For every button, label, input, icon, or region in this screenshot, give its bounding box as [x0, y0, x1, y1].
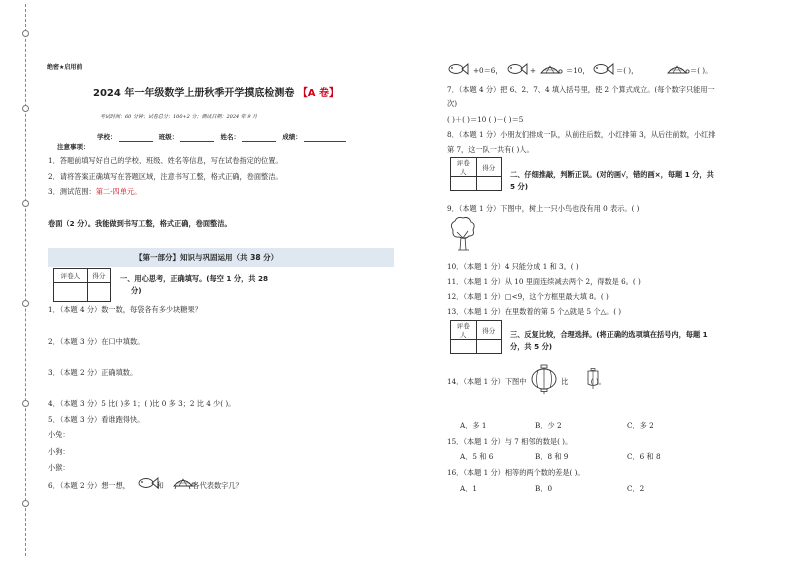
score-header: 得分 — [476, 158, 502, 177]
q16-option-a[interactable]: A．1 — [460, 484, 477, 493]
turtle-icon — [538, 62, 562, 77]
section3-score-box — [450, 320, 502, 354]
question-2: 2．（本题 3 分）在口中填数。 — [48, 337, 145, 346]
turtle-icon — [665, 62, 689, 77]
question-13: 13．（本题 1 分）在里数着的第 5 个△就是 5 个△。( ) — [447, 307, 622, 316]
note-item-1: 1．答题前填写好自己的学校、班级、姓名等信息，写在试卷指定的位置。 — [48, 156, 283, 165]
animal-dog-label: 小狗： — [48, 447, 70, 456]
binding-hole-icon — [22, 300, 29, 307]
part1-score-box — [53, 268, 111, 302]
equation-part-3: ＝10， — [566, 66, 590, 75]
question-12: 12．（本题 1 分）□<9，这个方框里最大填 8。( ) — [447, 292, 609, 301]
fish-icon — [137, 476, 159, 490]
q14-option-c[interactable]: C．多 2 — [627, 421, 654, 430]
binding-hole-icon — [22, 30, 29, 37]
question-7-cont: 次) — [447, 99, 457, 108]
question-4: 4．（本题 3 分）5 比( )多 1；( )比 0 多 3；2 比 4 少( )。 — [48, 399, 236, 408]
animal-rabbit-label: 小兔： — [48, 430, 70, 439]
test-scope: 第二-四单元。 — [95, 187, 142, 196]
grader-cell[interactable] — [54, 283, 88, 302]
q15-option-a[interactable]: A．5 和 6 — [460, 452, 494, 461]
question-16: 16．（本题 1 分）相等的两个数的差是( )。 — [447, 468, 585, 477]
question-3: 3．（本题 2 分）正确填数。 — [48, 368, 138, 377]
small-lantern-icon — [586, 368, 600, 390]
grader-header: 评卷 人 — [451, 158, 477, 177]
secret-label: 绝密★启用前 — [47, 64, 83, 71]
q15-option-b[interactable]: B．8 和 9 — [535, 452, 569, 461]
section2-title-cont: 5 分) — [510, 182, 528, 191]
right-column — [440, 0, 770, 561]
tree-icon — [447, 216, 477, 252]
score-field[interactable] — [304, 136, 346, 142]
question-8-cont: 第 7，这一队一共有( )人。 — [447, 145, 534, 154]
fish-icon — [592, 62, 614, 76]
student-info-row — [97, 133, 350, 142]
q14-option-b[interactable]: B．少 2 — [535, 421, 562, 430]
question-11: 11．（本题 1 分）从 10 里面连续减去两个 2，得数是 6。( ) — [447, 277, 641, 286]
section3-title: 三、反复比较，合理选择。(将正确的选项填在括号内，每题 1 — [510, 330, 708, 339]
binding-dashed-line — [25, 4, 26, 556]
school-label: 学校： — [97, 133, 117, 141]
binding-hole-icon — [22, 200, 29, 207]
name-field[interactable] — [242, 136, 276, 142]
fish-icon — [506, 62, 528, 76]
question-1: 1．（本题 4 分）数一数，每袋各有多少块糖果？ — [48, 305, 202, 314]
score-cell[interactable] — [87, 283, 110, 302]
exam-title-tag: 【A 卷】 — [297, 88, 340, 99]
grader-header: 评卷 人 — [451, 321, 477, 340]
grader-header: 评卷人 — [54, 269, 88, 283]
name-label: 姓名： — [220, 133, 241, 141]
q14-option-a[interactable]: A．多 1 — [460, 421, 487, 430]
class-field[interactable] — [180, 136, 214, 142]
section2-title: 二、仔细推敲，判断正误。(对的画√，错的画×，每题 1 分，共 — [510, 170, 714, 179]
left-column — [45, 0, 395, 561]
score-header: 得分 — [476, 321, 502, 340]
section1-title: 一、用心思考，正确填写。(每空 1 分，共 28 — [120, 274, 268, 283]
fish-icon — [447, 62, 469, 76]
equation-part-5: ＝( )。 — [690, 66, 713, 75]
grader-cell[interactable] — [451, 340, 477, 354]
school-field[interactable] — [119, 136, 153, 142]
equation-part-4: ＝( )， — [616, 66, 639, 75]
exam-title — [93, 89, 339, 98]
question-10: 10．（本题 1 分）4 只能分成 1 和 3。( ) — [447, 262, 579, 271]
section3-title-cont: 分，共 5 分) — [510, 342, 553, 351]
question-7-equations: ( )＋( )＝10 ( )－( )＝5 — [447, 115, 524, 124]
equation-part-2: + — [530, 66, 537, 75]
question-8: 8．（本题 1 分）小朋友们排成一队，从前往后数，小红排第 3，从后往前数，小红排 — [447, 130, 716, 139]
equation-part-1: +0＝6， — [473, 66, 503, 75]
question-5: 5．（本题 3 分）看谁跑得快。 — [48, 415, 145, 424]
binding-hole-icon — [22, 400, 29, 407]
score-cell[interactable] — [476, 177, 502, 191]
exam-meta: 考试时间：60 分钟；试卷总分：100+2 分；测试日期：2024 年 9 月 — [100, 114, 258, 120]
exam-title-main: 2024 年一年级数学上册秋季开学摸底检测卷 — [93, 88, 295, 99]
score-cell[interactable] — [476, 340, 502, 354]
neatness-note: 卷面（2 分）。我能做到书写工整，格式正确，卷面整洁。 — [48, 219, 232, 228]
note-item-2: 2．请将答案正确填写在答题区域，注意书写工整，格式正确，卷面整洁。 — [48, 172, 283, 181]
class-label: 班级： — [158, 133, 179, 141]
score-header: 得分 — [87, 269, 110, 283]
question-9: 9．（本题 1 分）下图中，树上一只小鸟也没有用 0 表示。( ) — [447, 204, 640, 213]
q16-option-b[interactable]: B．0 — [535, 484, 553, 493]
q15-option-c[interactable]: C．6 和 8 — [627, 452, 661, 461]
animal-monkey-label: 小猴： — [48, 463, 70, 472]
score-label: 成绩： — [282, 133, 302, 141]
section1-title-cont: 分) — [131, 286, 142, 295]
binding-hole-icon — [22, 500, 29, 507]
question-6: 6．（本题 2 分）想一想， 和 各代表数字几？ — [48, 481, 243, 490]
grader-cell[interactable] — [451, 177, 477, 191]
q16-option-c[interactable]: C．2 — [627, 484, 645, 493]
lantern-icon — [530, 364, 558, 394]
question-7: 7．（本题 4 分）把 6、2、7、4 填入括号里，使 2 个算式成立。(每个数字只能用一 — [447, 85, 715, 94]
turtle-icon — [171, 475, 195, 490]
binding-hole-icon — [22, 105, 29, 112]
question-15: 15．（本题 1 分）与 7 相邻的数是( )。 — [447, 437, 573, 446]
note-item-3: 3．测试范围：第二-四单元。 — [48, 187, 142, 196]
question-14: 14．（本题 1 分）下图中 比 ( )。 — [447, 377, 606, 386]
notes-heading: 注意事项： — [57, 143, 90, 151]
part1-band-text: 【第一部分】知识与巩固运用（共 38 分） — [135, 253, 279, 262]
section2-score-box — [450, 157, 502, 191]
